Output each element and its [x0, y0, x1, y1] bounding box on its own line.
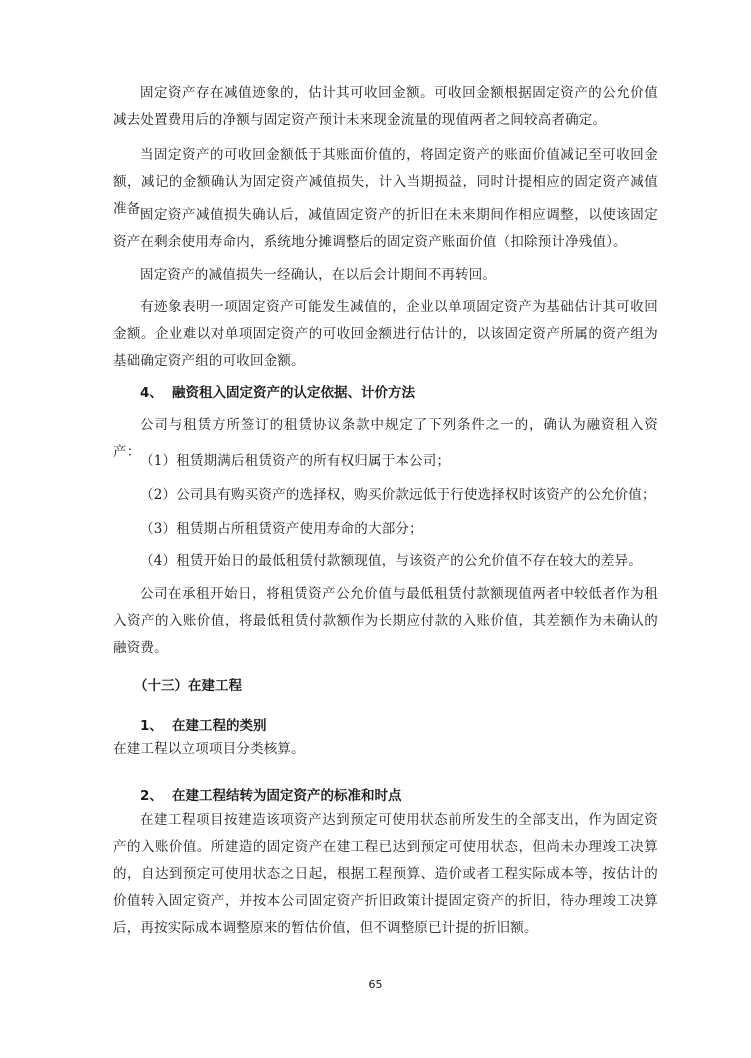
- heading-title: 在建工程结转为固定资产的标准和时点: [172, 788, 402, 804]
- condition-item: （3）租赁期占所租赁资产使用寿命的大部分；: [140, 521, 423, 537]
- heading-transfer-standard: [140, 786, 402, 806]
- paragraph-lease-valuation: 公司在承租开始日，将租赁资产公允价值与最低租赁付款额现值两者中较低者作为租入资产的入账价值，将最低租赁付款额作为长期应付款的入账价值，其差额作为未确认的融资费。: [113, 586, 658, 656]
- paragraph-recoverable-amount: 固定资产存在减值迹象的，估计其可收回金额。可收回金额根据固定资产的公允价值减去处置费用后的净额与固定资产预计未来现金流量的现值两者之间较高者确定。: [113, 85, 658, 128]
- paragraph-project-accounting: 在建工程以立项项目分类核算。: [113, 741, 305, 757]
- paragraph-impairment-loss: 当固定资产的可收回金额低于其账面价值的，将固定资产的账面价值减记至可收回金额，减记的金额确认为固定资产减值损失，计入当期损益，同时计提相应的固定资产减值准备。: [113, 147, 658, 217]
- paragraph-transfer-details: 在建工程项目按建造该项资产达到预定可使用状态前所发生的全部支出，作为固定资产的入账价值。所建造的固定资产在建工程已达到预定可使用状态，但尚未办理竣工决算的，自达到预定可使用状态之日起，根据工程预算、造价或者工程实际成本等，按估计的价值转入固定资产，并按本公司固定资产折旧政策计提固定资产的折旧，待办理竣工决算后，再按实际成本调整原来的暂估价值，但不调整原已计提的折旧额。: [113, 812, 658, 936]
- heading-number: 1、: [140, 718, 163, 734]
- heading-construction-category: [140, 716, 267, 736]
- heading-title: 融资租入固定资产的认定依据、计价方法: [172, 385, 415, 401]
- heading-number: 2、: [140, 788, 163, 804]
- paragraph-lease-conditions: 公司与租赁方所签订的租赁协议条款中规定了下列条件之一的，确认为融资租入资产：: [113, 417, 658, 460]
- paragraph-asset-group: 有迹象表明一项固定资产可能发生减值的，企业以单项固定资产为基础估计其可收回金额。企业难以对单项固定资产的可收回金额进行估计的，以该固定资产所属的资产组为基础确定资产组的可收回金额。: [113, 299, 658, 369]
- paragraph-depreciation-adjustment: 固定资产减值损失确认后，减值固定资产的折旧在未来期间作相应调整，以使该固定资产在剩余使用寿命内，系统地分摊调整后的固定资产账面价值（扣除预计净残值）。: [113, 207, 658, 250]
- condition-item: （2）公司具有购买资产的选择权，购买价款远低于行使选择权时该资产的公允价值；: [140, 487, 656, 503]
- heading-title: 在建工程的类别: [172, 718, 267, 734]
- condition-item: （4）租赁开始日的最低租赁付款额现值，与该资产的公允价值不存在较大的差异。: [140, 553, 642, 569]
- page-number: 65: [368, 978, 383, 991]
- heading-finance-lease: [140, 383, 415, 403]
- section-heading-construction: （十三）在建工程: [134, 678, 242, 694]
- heading-number: 4、: [140, 385, 163, 401]
- paragraph-no-reversal: 固定资产的减值损失一经确认，在以后会计期间不再转回。: [140, 267, 497, 283]
- condition-item: （1）租赁期满后租赁资产的所有权归属于本公司；: [140, 453, 451, 469]
